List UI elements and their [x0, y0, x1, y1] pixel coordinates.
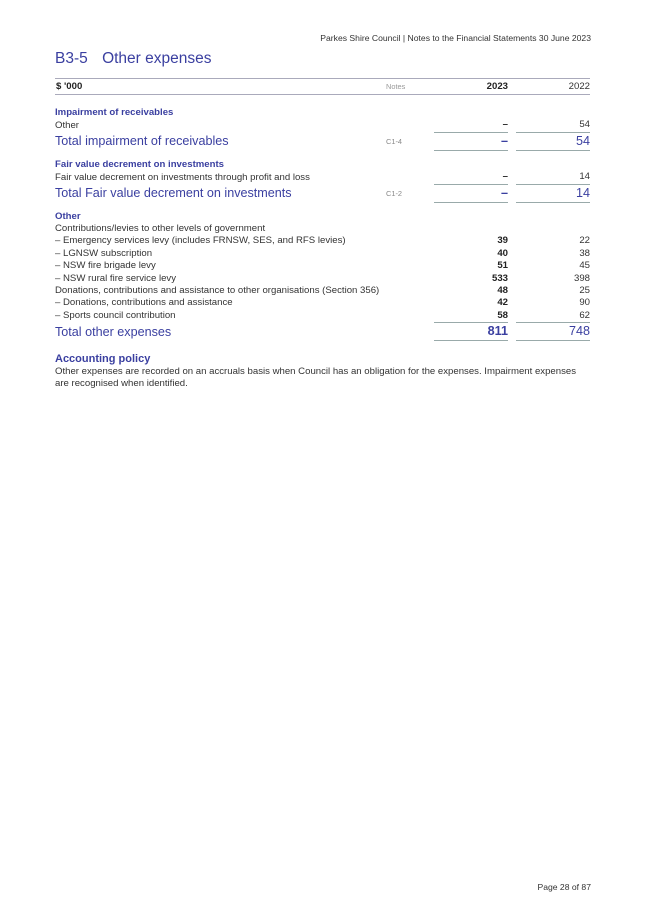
category-heading-row	[55, 107, 590, 119]
value-2023: 39	[497, 235, 508, 247]
value-2022: 90	[579, 297, 590, 309]
fair-value-heading: Fair value decrement on investments	[55, 158, 225, 170]
row-label: – LGNSW subscription	[55, 247, 153, 259]
value-2022: 45	[579, 260, 590, 272]
total-2022: 54	[516, 132, 590, 150]
value-2022: 22	[579, 235, 590, 247]
note-ref	[386, 323, 434, 341]
value-2022	[516, 223, 590, 235]
section-number: B3-5	[55, 50, 88, 67]
notes-header: Notes	[386, 79, 434, 95]
row-label: – NSW fire brigade levy	[55, 260, 156, 272]
table-header-row	[55, 79, 590, 95]
value-2023: 42	[497, 297, 508, 309]
table-row	[55, 285, 590, 297]
accounting-policy-text: Other expenses are recorded on an accruals basis when Council has an obligation for the expenses. Impairment expenses are recognised when identified.	[55, 366, 577, 389]
row-label: Fair value decrement on investments through profit and loss	[55, 171, 310, 183]
category-heading-row	[55, 159, 590, 171]
table-row	[55, 171, 590, 184]
value-2023: –	[502, 119, 508, 131]
row-label: – Sports council contribution	[55, 310, 176, 322]
unit-header: $ '000	[55, 79, 386, 95]
year-2022-header: 2022	[516, 79, 590, 95]
category-heading-row	[55, 211, 590, 223]
page-number: Page 28 of 87	[537, 882, 591, 892]
value-2023: 533	[491, 272, 508, 284]
other-expenses-table	[55, 78, 590, 341]
total-2022: 14	[516, 184, 590, 202]
value-2022: 398	[573, 272, 590, 284]
note-ref: C1-2	[386, 189, 403, 199]
note-ref: C1-4	[386, 137, 403, 147]
value-2023	[434, 223, 508, 235]
table-row	[55, 248, 590, 260]
value-2023: 48	[497, 285, 508, 297]
value-2022: 14	[579, 171, 590, 183]
value-2023: 40	[497, 247, 508, 259]
year-2023-header: 2023	[434, 79, 508, 95]
impairment-heading: Impairment of receivables	[55, 107, 174, 118]
total-label: Total Fair value decrement on investments	[55, 186, 292, 201]
table-row	[55, 119, 590, 132]
accounting-policy-heading: Accounting policy	[55, 353, 151, 365]
table-row	[55, 297, 590, 309]
value-2022: 54	[579, 119, 590, 131]
page-header: Parkes Shire Council | Notes to the Financial Statements 30 June 2023	[320, 33, 591, 43]
row-label: Contributions/levies to other levels of government	[55, 223, 266, 235]
value-2022: 62	[579, 309, 590, 321]
table-row	[55, 310, 590, 323]
row-label: – Emergency services levy (includes FRNSW, SES, and RFS levies)	[55, 235, 346, 247]
total-row	[55, 184, 590, 202]
other-heading: Other	[55, 210, 81, 222]
table-row	[55, 273, 590, 285]
total-2023: –	[434, 184, 508, 202]
value-2023: 51	[497, 260, 508, 272]
total-row	[55, 323, 590, 341]
row-label: Donations, contributions and assistance to other organisations (Section 356)	[55, 285, 380, 297]
row-label: – Donations, contributions and assistance	[55, 297, 233, 309]
total-2023: –	[434, 132, 508, 150]
table-row	[55, 260, 590, 272]
row-label: Other	[55, 119, 79, 131]
section-title-text: Other expenses	[102, 50, 212, 67]
value-2023: 58	[497, 309, 508, 321]
total-row	[55, 132, 590, 150]
total-2022: 748	[516, 323, 590, 341]
value-2023: –	[502, 171, 508, 183]
total-2023: 811	[434, 323, 508, 341]
table-row	[55, 223, 590, 235]
value-2022: 25	[579, 285, 590, 297]
table-row	[55, 235, 590, 247]
total-label: Total other expenses	[55, 324, 172, 339]
section-title	[55, 50, 212, 68]
row-label: – NSW rural fire service levy	[55, 272, 177, 284]
value-2022: 38	[579, 247, 590, 259]
total-label: Total impairment of receivables	[55, 134, 229, 149]
